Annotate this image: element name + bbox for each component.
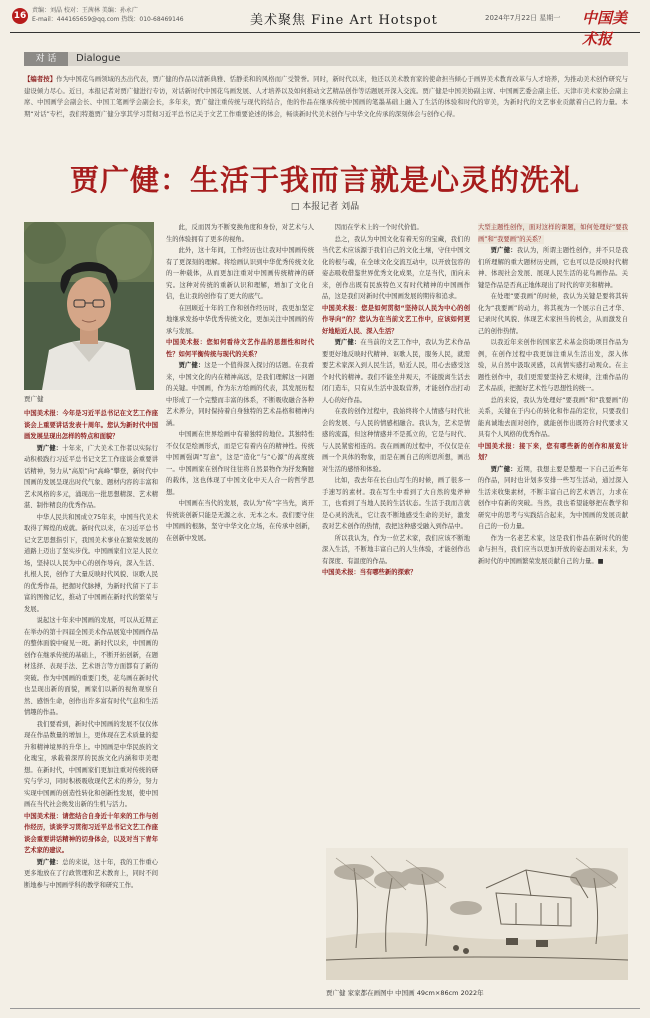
paragraph-text: 我们要看到，新时代中国画的发展不仅仅体现在作品数量的增加上，更体现在艺术质量的提升和精神境界的升华上。中国画是中华民族的文化瑰宝，承载着深厚的民族文化内涵和审美理想。在新时代，中国画家们更加注重对传统的研究与学习，同时积极吸收现代艺术的养分，努力实现中国画的创造性转化和创新性发展，使中国画在当代社会焕发出新的生机与活力。 (24, 720, 158, 808)
editor-note-text: 作为中国花鸟画领域的杰出代表，贾广健的作品以清新典雅、恬静柔和的风格而广受赞誉。同时，新时代以来，他还以美术教育家的使命担当倾心于画界美术教育改革与人才培养，为推动美术创作研究与建设倾力尽心。近日，本报记者对贾广健进行专访，对话新时代中国花鸟画发展、人才培养以及如何推动文艺精品创作等话题展开深入交流。贾广健是中国美协副主席、中国画艺委会副主任、天津市美术家协会副主席、中国画学会副会长、中国工笔画学会副会长，多年来，贾广健注重传统与现代的结合，他的作品在继承传统中国画的笔墨基础上融入了生活的体验和时代的审美，为新时代的文艺事业贡献着自己的力量。本期“对话”专栏，我们特邀贾广健分享其学习贯彻习近平总书记关于文艺工作重要论述的体会，畅谈新时代美术创作与中华文化传承的深刻体会与创作心得。 (24, 75, 629, 118)
column-banner (24, 52, 628, 66)
paragraph-text: 此外，这十年间，工作经历也让我对中国画传统有了更深刻的理解。将绘画认识到中华优秀传统文化的一种载体，从而更加注重对中国画传统精神的研究。这种对传统的重新认识和理解，增加了文化自信，也让我的创作有了更大的底气。 (166, 247, 314, 300)
page-number: 16 (12, 8, 28, 24)
article-paragraph (166, 360, 314, 429)
question-speaker: 中国美术报： (24, 812, 63, 820)
article-title: 贾广健：生活于我而言就是心灵的洗礼 (69, 163, 580, 197)
question-text: 今年是习近平总书记在文艺工作座谈会上重要讲话发表十周年。您认为新时代中国画发展呈现出怎样的特点和面貌？ (24, 410, 158, 440)
paragraph-text: 所以我认为，作为一位艺术家，我们应该不断地深入生活，不断地丰富自己的人生体验，才能创作出有深度、有温度的作品。 (322, 534, 470, 565)
article-paragraph (478, 337, 628, 395)
article-paragraph (166, 245, 314, 303)
article-byline: □ 本报记者 刘晶 (290, 202, 360, 212)
editor-line: 责编：刘晶 校对：王茜林 美编：孙永广 (32, 7, 138, 14)
column-label-en: Dialogue (76, 53, 121, 64)
editor-note-label: 【编者按】 (24, 75, 57, 83)
artwork-image (326, 848, 628, 980)
article-paragraph (166, 498, 314, 544)
newspaper-logo: 中国美术报 (582, 9, 628, 48)
section-title: 美术聚焦 Fine Art Hotspot (250, 13, 438, 28)
article-paragraph (24, 811, 158, 857)
paragraph-text: 总之，我认为中国文化有着无穷的宝藏，我们的当代艺术应该源于我们自己的文化土壤，守住中国文化的根与魂，在全球文化交流互动中，以开放包容的姿态吸收借鉴世界优秀文化成果，立足当代，面向未来，创作出既有民族特色又有时代精神的中国画作品，这是我们对新时代中国画发展的期待和追求。 (322, 235, 470, 300)
question-speaker: 中国美术报： (24, 410, 63, 417)
question-text: 接下来，您有哪些新的创作和展览计划？ (478, 442, 628, 461)
artwork-caption: 贾广健 家家都在画图中 中国画 49cm×86cm 2022年 (326, 989, 484, 997)
question-text: 大型主题性创作，面对这样的课题，如何处理好“要我画”和“我要画”的关系？ (478, 224, 628, 243)
article-paragraph (478, 533, 628, 568)
article-paragraph (24, 408, 158, 443)
paragraph-text: 十年来，广大美术工作者以实际行动积极践行习近平总书记文艺工作座谈会重要讲话精神，努力从“高原”向“高峰”攀登，新时代中国画的发展呈现出时代气象、题材内容的丰富和艺术风格的多元，涌现出一批思想精深、艺术精湛、制作精良的优秀作品。 (24, 444, 158, 509)
paragraph-text: 作为一名老艺术家，这是我们作品在新时代的使命与担当，我们应当以更加开放的姿态面对未来，为新时代的中国画繁荣发展贡献自己的力量。■ (478, 534, 628, 565)
article-paragraph (24, 615, 158, 719)
article-paragraph (478, 464, 628, 533)
paragraph-text: 说起这十年来中国画的发展，可以从近期正在举办的第十四届全国美术作品展览中国画作品的整体面貌中窥见一斑。新时代以来，中国画的创作在继承传统的基础上，不断开拓创新，在题材选择、表现手法、艺术语言等方面都有了新的突破。作为中国画的重要门类，花鸟画在新时代也呈现出新的面貌，画家们以新的视角观察自然、感悟生命，创作出许多富有时代气息和生活情趣的作品。 (24, 617, 158, 716)
paragraph-text: 中国画在当代的发展，我认为“传”字当先，离开传统谈创新只能是无源之水、无本之木。我们要守住中国画的根脉，坚守中华文化立场，在传承中创新，在创新中发展。 (166, 500, 314, 542)
answer-speaker: 贾广健： (490, 465, 517, 473)
article-paragraph (322, 567, 470, 579)
article-paragraph (478, 222, 628, 245)
question-text: 请您结合自身近十年来的工作与创作经历，谈谈学习贯彻习近平总书记文艺工作座谈会重要讲话精神的切身体会，以及对当下青年艺术家的建议。 (24, 812, 158, 854)
article-paragraph (478, 441, 628, 464)
article-paragraph (24, 443, 158, 512)
editor-note (24, 74, 628, 120)
paragraph-text: 中华人民共和国成立75年来，中国当代美术取得了辉煌的成就。新时代以来，在习近平总书记文艺思想指引下，我国美术事业在繁荣发展的道路上迈出了坚实步伐。中国画家们立足人民立场，坚持以人民为中心的创作导向，深入生活、扎根人民，创作了大量反映时代风貌、讴歌人民的优秀作品，把握时代脉搏，为新时代留下了丰富的图像记忆，推动了中国画在新时代的繁荣与发展。 (24, 513, 158, 613)
article-paragraph (322, 222, 470, 234)
paragraph-text: 因而在学术上的一个时代价值。 (334, 224, 423, 231)
paragraph-text: 在处理“要我画”的时候，我认为关键是要将其转化为“我要画”的动力，将其视为一个展示自己才华、记录时代风貌、体现艺术家担当的机会，从而激发自己的创作热情。 (478, 293, 628, 335)
article-paragraph (24, 857, 158, 892)
paragraph-text: 这是一个值得深入探讨的话题。在我看来，中国文化的内在精神高远，是我们理解这一问题的关键。中国画，作为东方绘画的代表，其发展历程中形成了一个完整而丰富的体系，不断吸收融合各种艺术养分，同时保持着自身独特的艺术品格和精神内涵。 (166, 362, 314, 427)
answer-speaker: 贾广健： (490, 247, 517, 254)
article-column-1 (24, 408, 158, 1006)
paragraph-text: 总的来说，我认为处理好“要我画”和“我要画”的关系，关键在于内心的转化和作品的定位，只要我们能真诚地去面对创作，就能创作出既符合时代要求又具有个人风格的优秀作品。 (478, 396, 628, 438)
contact-line: E-mail：444165659@qq.com 热线：010-68469146 (32, 16, 184, 23)
article-paragraph (322, 303, 470, 338)
paragraph-text: 在当前的文艺工作中，我认为艺术作品要更好地反映时代精神、讴歌人民，服务人民，就需要艺术家深入到人民生活，贴近人民，用心去感受这个时代的精神。我们不能坐井观天，不能脱离生活去闭门造车，只有从生活中汲取营养，才能创作出打动人心的好作品。 (322, 339, 470, 404)
question-text: 您是如何贯彻“坚持以人民为中心的创作导向”的？您认为在当前文艺工作中，应该如何更好地贴近人民、深入生活？ (322, 304, 470, 335)
paragraph-text: 总的来说，这十年，我的工作重心更多地放在了行政管理和艺术教育上，同时不间断地参与中国画学科的教学和研究工作。 (24, 858, 158, 889)
footer-rule (10, 1008, 640, 1009)
article-paragraph (478, 245, 628, 291)
article-paragraph (478, 395, 628, 441)
article-paragraph (322, 337, 470, 406)
portrait-caption: 贾广健 (24, 395, 44, 403)
answer-speaker: 贾广健： (178, 362, 205, 369)
paragraph-text: 在回顾近十年的工作和创作经历时，我更加坚定地继承发扬中华优秀传统文化，更加关注中国画的传承与发展。 (166, 304, 314, 335)
article-paragraph (24, 512, 158, 616)
paragraph-text: 我认为，所谓主题性创作，并不只是我们所理解的重大题材历史画，它也可以是反映时代精神、体现社会发展、展现人民生活的花鸟画作品。关键是作品是否真正地体现出了时代的审美和精神。 (478, 247, 628, 289)
paragraph-text: 此，反而因为不断变换角度和身份，对艺术与人生的体验拥有了更多的视角。 (166, 224, 314, 243)
column-label-cn: 对 话 (24, 52, 68, 66)
answer-speaker: 贾广健： (36, 858, 63, 866)
article-column-4 (478, 222, 628, 836)
article-paragraph (322, 406, 470, 475)
paragraph-text: 以我近年来创作的国家艺术基金资助项目作品为例，在创作过程中我更加注重从生活出发，深入体验，从自然中汲取灵感，以真情实感打动观众。在主题性创作中，我们更需要坚持艺术规律，注重作品的艺术品质，把握好艺术性与思想性的统一。 (478, 339, 628, 392)
question-text: 当有哪些新的探索？ (359, 569, 417, 576)
article-paragraph (322, 234, 470, 303)
article-paragraph (166, 222, 314, 245)
answer-speaker: 贾广健： (334, 339, 361, 346)
question-speaker: 中国美术报： (322, 569, 360, 576)
question-text: 您如何看待文艺作品的思想性和时代性？如何平衡传统与现代的关系？ (166, 339, 314, 358)
portrait-photo (24, 222, 154, 390)
question-speaker: 中国美术报： (478, 442, 520, 450)
article-paragraph (24, 719, 158, 811)
editor-credits (32, 6, 242, 24)
article-paragraph (478, 291, 628, 337)
question-speaker: 中国美术报： (322, 304, 362, 312)
issue-date: 2024年7月22日 星期一 (485, 14, 561, 22)
paragraph-text: 近期，我想主要是整理一下自己近些年的作品，同时也计划多安排一些写生活动，通过深入生活来收集素材，不断丰富自己的艺术语言，力求在创作中有新的突破。当然，我也希望能够把在教学和研究中的思考与实践结合起来，为中国画的发展贡献自己的一份力量。 (478, 465, 628, 530)
article-paragraph (166, 429, 314, 498)
paragraph-text: 比如，我去年在长白山写生的时候，画了很多一手速写的素材。我在写生中看到了大自然的鬼斧神工，也看到了当地人民的生活状态。生活于我而言就是心灵的洗礼，它让我不断地感受生命的美好，激发我对艺术创作的热情，我把这种感受融入到作品中。 (322, 477, 470, 530)
paragraph-text: 在我的创作过程中，我始终将个人情感与时代社会的发展、与人民的情感相融合。我认为，艺术是情感的流露，但这种情感并不是孤立的，它是与时代、与人民紧密相连的。我在画画的过程中，不仅仅是在画一个具体的物象，而是在画自己的所思所想，画出对生活的感悟和体验。 (322, 408, 470, 473)
article-column-3 (322, 222, 470, 836)
page-header (10, 4, 640, 48)
article-paragraph (322, 533, 470, 568)
article-paragraph (166, 303, 314, 338)
answer-speaker: 贾广健： (36, 444, 63, 452)
question-speaker: 中国美术报： (166, 339, 207, 346)
article-paragraph (166, 337, 314, 360)
article-column-2 (166, 222, 314, 1006)
article-paragraph (322, 475, 470, 533)
paragraph-text: 中国画在世界绘画中有着独特的地位。其独特性不仅仅是绘画形式，而是它有着内在的精神性。传统中国画强调“写意”，这是“造化”与“心源”的高度统一。中国画家在创作时往往将自然景物作为抒发胸臆的载体，这也体现了中国文化中天人合一的哲学思想。 (166, 431, 314, 496)
